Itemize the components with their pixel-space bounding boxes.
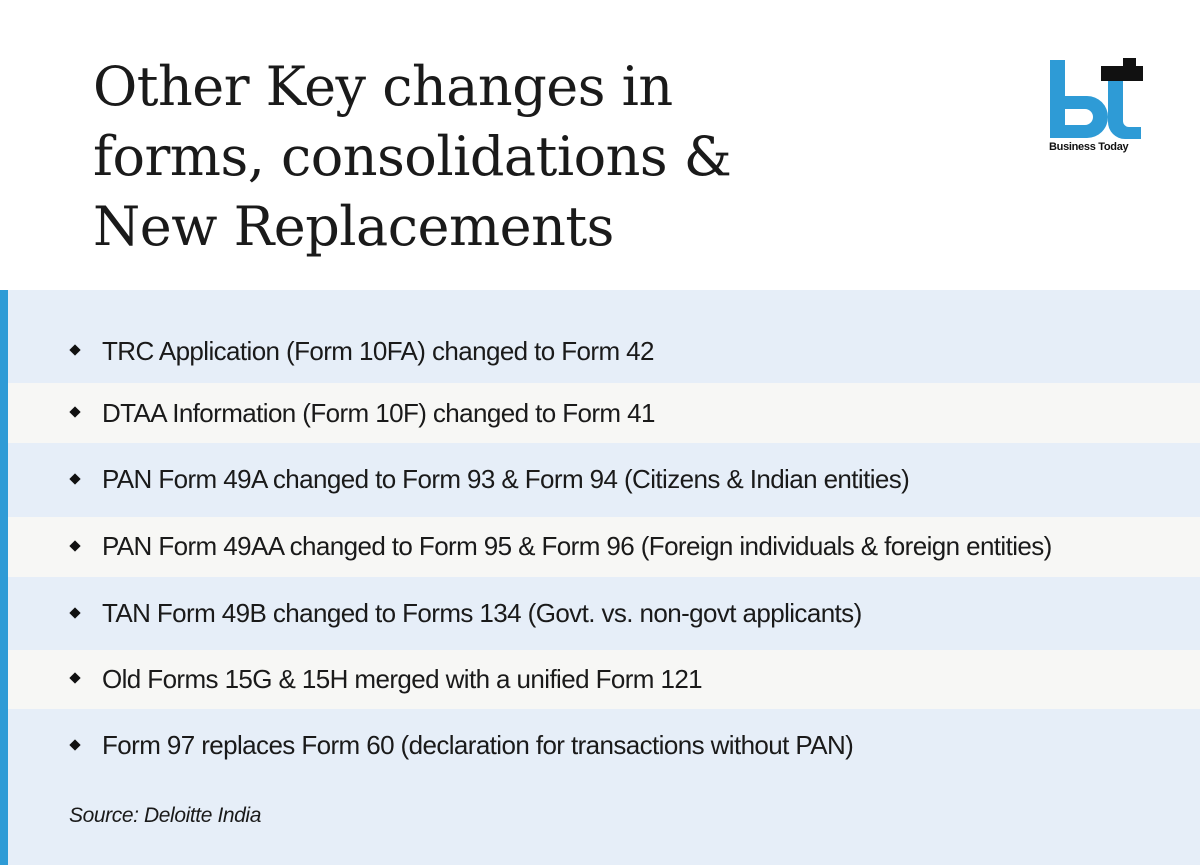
list-item: [8, 577, 1200, 650]
page-title: [93, 52, 731, 262]
diamond-bullet-icon: [69, 739, 80, 750]
list-item-text: PAN Form 49AA changed to Form 95 & Form 96 (Foreign individuals & foreign entities): [102, 531, 1052, 561]
source-credit: Source: Deloitte India: [69, 804, 261, 827]
list-item: [8, 709, 1200, 784]
list-item: [8, 320, 1200, 383]
list-item-text: TAN Form 49B changed to Forms 134 (Govt. vs. non-govt applicants): [102, 598, 862, 628]
list-item: [8, 443, 1200, 517]
list-item-text: Form 97 replaces Form 60 (declaration for transactions without PAN): [102, 730, 854, 760]
title-line-2: forms, consolidations &: [93, 125, 732, 188]
diamond-bullet-icon: [69, 607, 80, 618]
list-item-text: Old Forms 15G & 15H merged with a unified Form 121: [102, 664, 703, 694]
title-line-3: New Replacements: [93, 195, 614, 258]
logo-wordmark: Business Today: [1049, 141, 1129, 153]
list-item-text: TRC Application (Form 10FA) changed to Form 42: [102, 336, 654, 366]
diamond-bullet-icon: [69, 344, 80, 355]
diamond-bullet-icon: [69, 672, 80, 683]
title-line-1: Other Key changes in: [93, 55, 673, 118]
list-item: [8, 517, 1200, 577]
accent-bar: [0, 290, 8, 865]
diamond-bullet-icon: [69, 473, 80, 484]
list-item: [8, 383, 1200, 443]
diamond-bullet-icon: [69, 406, 80, 417]
diamond-bullet-icon: [69, 540, 80, 551]
changes-panel: [0, 290, 1200, 865]
list-item-text: PAN Form 49A changed to Form 93 & Form 94 (Citizens & Indian entities): [102, 464, 910, 494]
header: [0, 0, 1200, 290]
list-item-text: DTAA Information (Form 10F) changed to Form 41: [102, 398, 655, 428]
list-item: [8, 650, 1200, 709]
